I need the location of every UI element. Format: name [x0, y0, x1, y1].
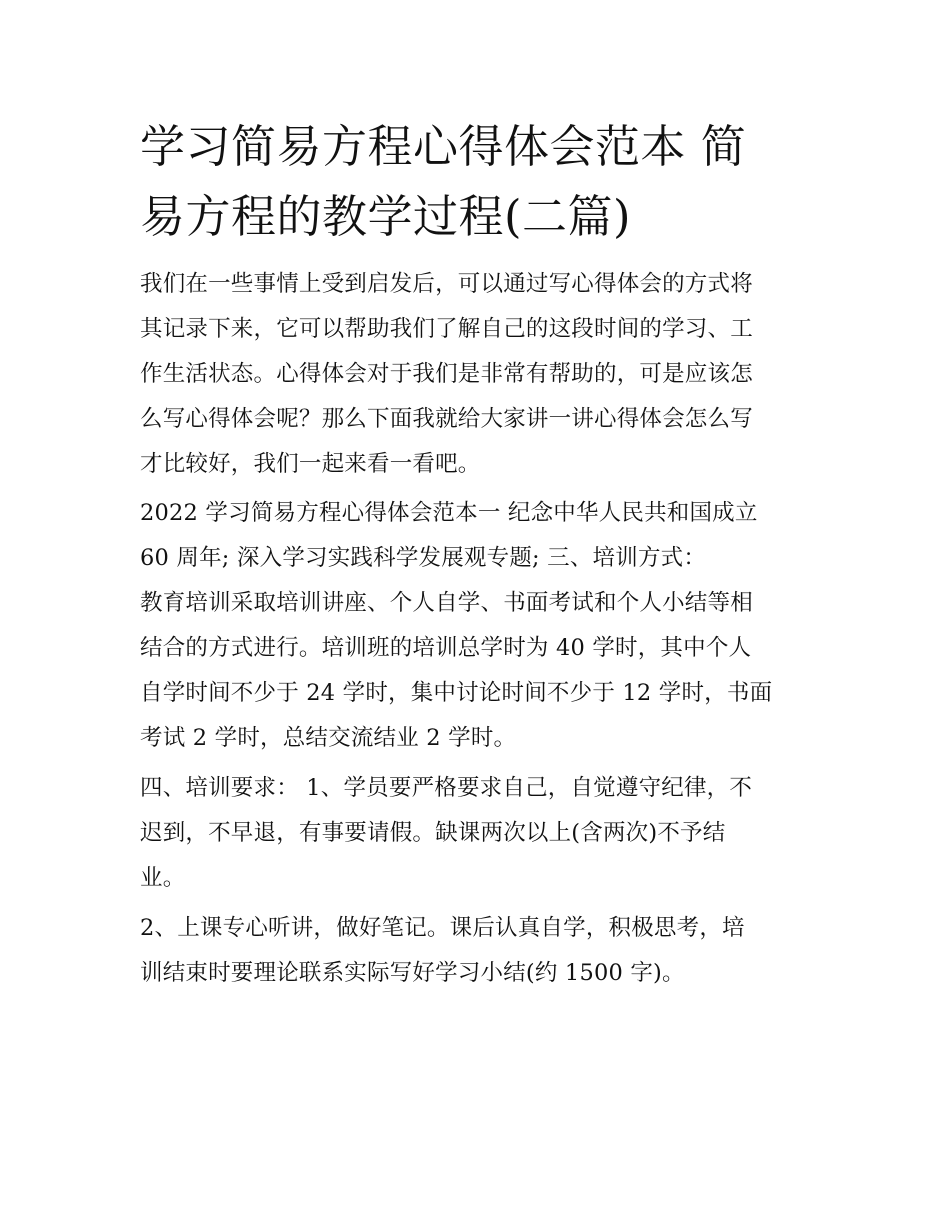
title-line-1: 学习简易方程心得体会范本 简 — [140, 120, 747, 173]
text-line: 自学时间不少于 24 学时，集中讨论时间不少于 12 学时，书面 — [140, 680, 773, 706]
text-line: 考试 2 学时，总结交流结业 2 学时。 — [140, 725, 517, 751]
text-line: 我们在一些事情上受到启发后，可以通过写心得体会的方式将 — [140, 271, 753, 297]
text-line: 作生活状态。心得体会对于我们是非常有帮助的，可是应该怎 — [140, 361, 753, 387]
text-line: 2、上课专心听讲，做好笔记。课后认真自学，积极思考，培 — [140, 915, 745, 941]
document-title — [140, 112, 815, 252]
text-line: 2022 学习简易方程心得体会范本一 纪念中华人民共和国成立 — [140, 500, 758, 526]
paragraph-intro — [140, 262, 815, 487]
text-line: 么写心得体会呢？那么下面我就给大家讲一讲心得体会怎么写 — [140, 406, 753, 432]
paragraph-commemoration — [140, 491, 815, 581]
document-body — [140, 262, 815, 996]
text-line: 业。 — [140, 865, 186, 891]
text-line: 才比较好，我们一起来看一看吧。 — [140, 451, 481, 477]
paragraph-class-rules — [140, 906, 815, 996]
text-line: 其记录下来，它可以帮助我们了解自己的这段时间的学习、工 — [140, 316, 753, 342]
text-line: 训结束时要理论联系实际写好学习小结(约 1500 字)。 — [140, 960, 685, 986]
paragraph-training-method — [140, 581, 815, 761]
text-line: 四、培训要求： 1、学员要严格要求自己，自觉遵守纪律，不 — [140, 775, 753, 801]
text-line: 教育培训采取培训讲座、个人自学、书面考试和个人小结等相 — [140, 590, 753, 616]
title-line-2: 易方程的教学过程(二篇) — [140, 190, 632, 243]
text-line: 60 周年; 深入学习实践科学发展观专题; 三、培训方式： — [140, 545, 707, 571]
text-line: 结合的方式进行。培训班的培训总学时为 40 学时，其中个人 — [140, 635, 752, 661]
document-content — [140, 112, 815, 996]
text-line: 迟到，不早退，有事要请假。缺课两次以上(含两次)不予结 — [140, 820, 726, 846]
paragraph-training-requirements — [140, 766, 815, 901]
